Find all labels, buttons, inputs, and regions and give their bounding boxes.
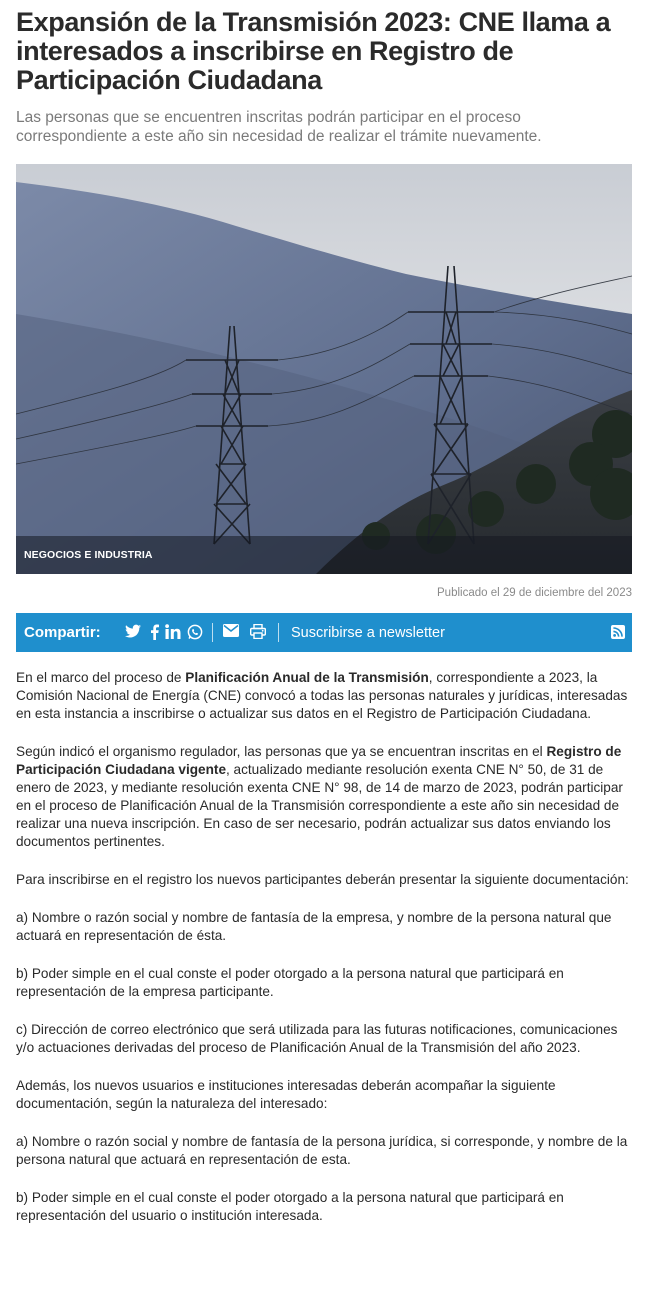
- whatsapp-icon[interactable]: [187, 624, 203, 641]
- list-item: a) Nombre o razón social y nombre de fantasía de la empresa, y nombre de la persona natural que actuará en representación de ésta.: [16, 910, 612, 943]
- print-icon[interactable]: [250, 624, 266, 641]
- paragraph: Además, los nuevos usuarios e instituciones interesadas deberán acompañar la siguiente documentación, según la naturaleza del interesado:: [16, 1078, 556, 1111]
- divider: [278, 623, 279, 642]
- article-subtitle: Las personas que se encuentren inscritas podrán participar en el proceso correspondiente a este año sin necesidad de realizar el trámite nuevamente.: [16, 109, 542, 145]
- list-item: a) Nombre o razón social y nombre de fantasía de la persona jurídica, si corresponde, y nombre de la persona natural que actuará en representación de esta.: [16, 1134, 628, 1167]
- list-item: b) Poder simple en el cual conste el poder otorgado a la persona natural que participará en representación de la empresa participante.: [16, 966, 564, 999]
- list-item: b) Poder simple en el cual conste el poder otorgado a la persona natural que participará en representación del usuario o institución interesada.: [16, 1190, 564, 1223]
- article-body: [16, 669, 634, 1245]
- facebook-icon[interactable]: [150, 624, 159, 641]
- twitter-icon[interactable]: [125, 624, 141, 641]
- newsletter-link[interactable]: Suscribirse a newsletter: [291, 625, 445, 641]
- linkedin-icon[interactable]: [165, 624, 181, 641]
- paragraph: Según indicó el organismo regulador, las personas que ya se encuentran inscritas en el Registro de Participación Ciudadana vigente, actualizado mediante resolución exenta CNE N° 50, de 31 de enero de 2023, y mediante resolución exenta CNE N° 98, de 14 de marzo de 2023, podrán participar en el proceso de Planificación Anual de la Transmisión correspondiente a este año sin necesidad de realizar una nueva inscripción. En caso de ser necesario, podrán actualizar sus datos enviando los documentos pertinentes.: [16, 744, 623, 849]
- paragraph: Para inscribirse en el registro los nuevos participantes deberán presentar la siguiente documentación:: [16, 872, 629, 887]
- publish-date: Publicado el 29 de diciembre del 2023: [437, 587, 632, 599]
- category-tag[interactable]: NEGOCIOS E INDUSTRIA: [24, 549, 153, 561]
- rss-icon[interactable]: [611, 625, 625, 644]
- article-title: Expansión de la Transmisión 2023: CNE llama a interesados a inscribirse en Registro de Participación Ciudadana: [16, 7, 611, 95]
- hero-image[interactable]: [16, 164, 632, 574]
- image-caption-bar: [16, 536, 632, 574]
- email-icon[interactable]: [223, 624, 239, 641]
- transmission-towers-photo: [16, 164, 632, 574]
- list-item: c) Dirección de correo electrónico que será utilizada para las futuras notificaciones, comunicaciones y/o actuaciones derivadas del proceso de Planificación Anual de la Transmisión del año 2023.: [16, 1022, 618, 1055]
- paragraph: En el marco del proceso de Planificación Anual de la Transmisión, correspondiente a 2023, la Comisión Nacional de Energía (CNE) convocó a todas las personas naturales y jurídicas, interesadas en esta instancia a inscribirse o actualizar sus datos en el Registro de Participación Ciudadana.: [16, 670, 628, 721]
- share-label: Compartir:: [24, 624, 101, 641]
- share-bar: [16, 613, 632, 652]
- divider: [212, 623, 213, 642]
